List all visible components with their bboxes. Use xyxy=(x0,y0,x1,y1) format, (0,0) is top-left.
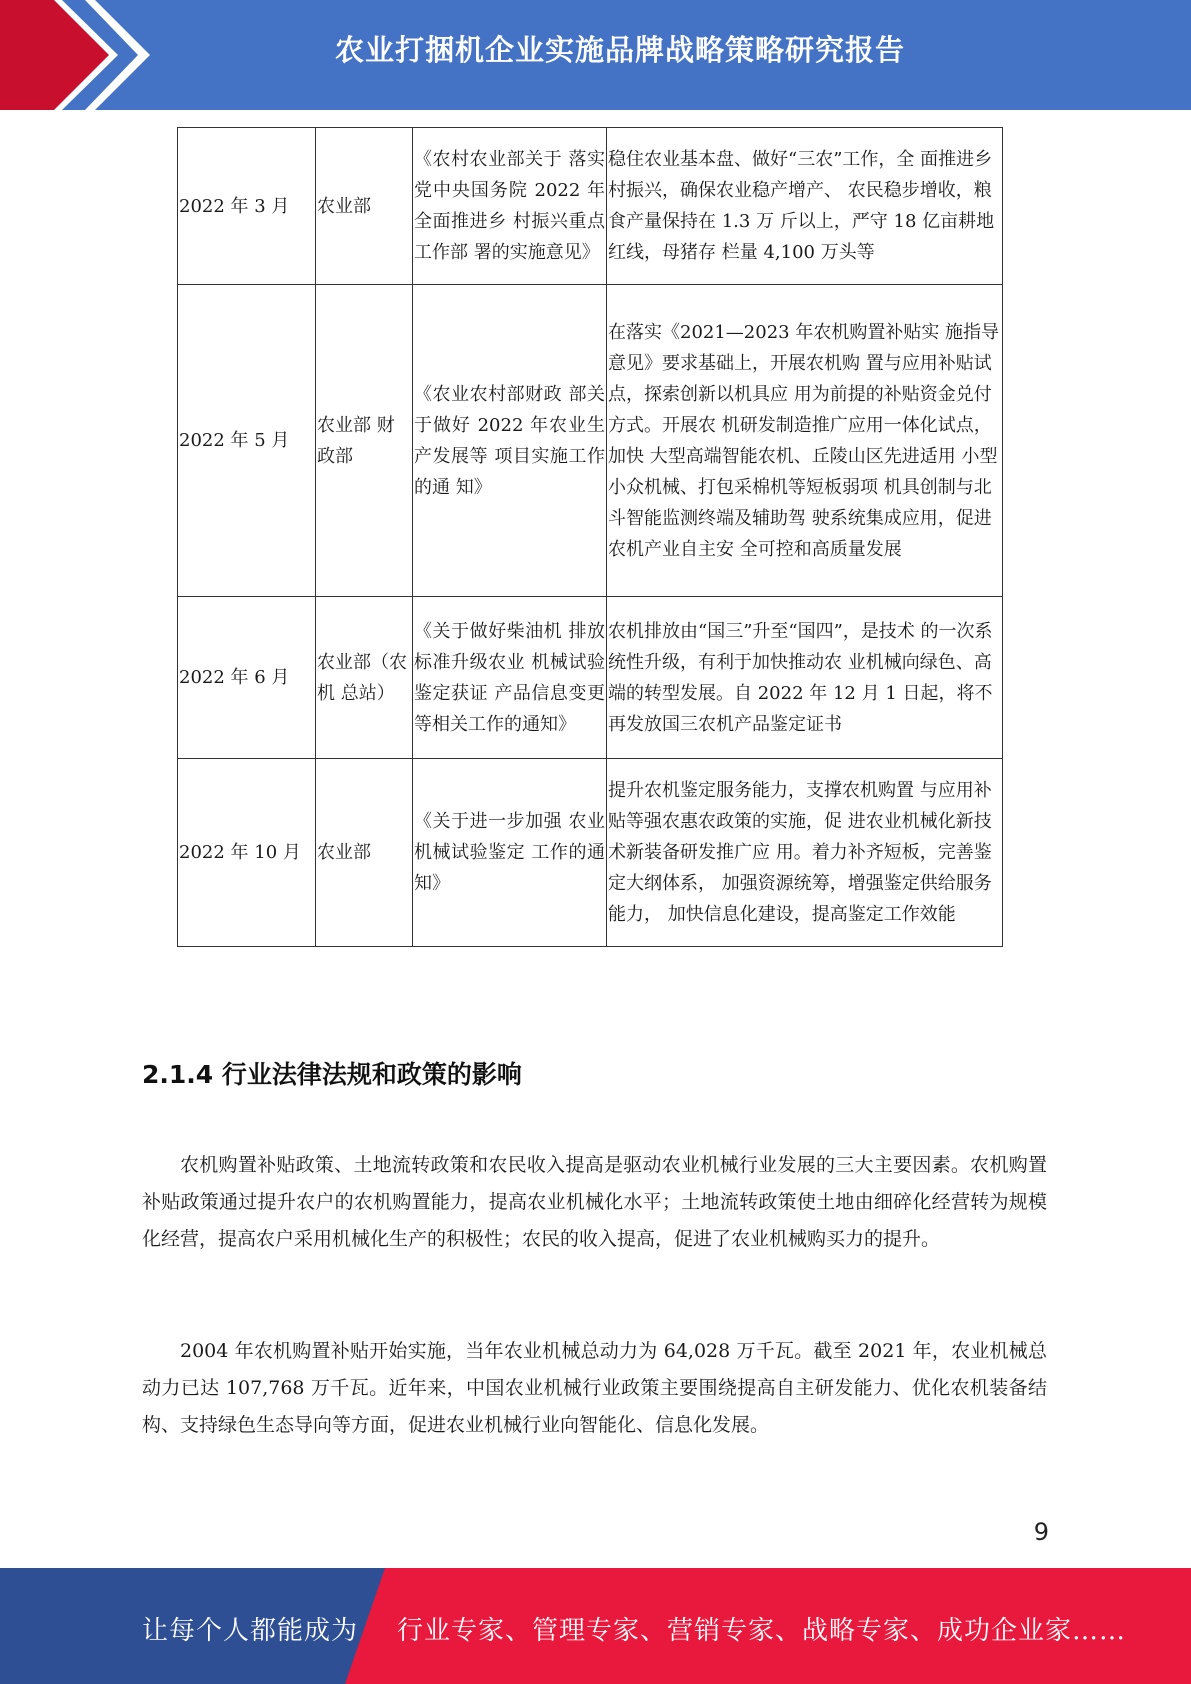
policy-content: 稳住农业基本盘、做好“三农”工作，全 面推进乡村振兴，确保农业稳产增产、 农民稳步增收，粮食产量保持在 1.3 万 斤以上，严守 18 亿亩耕地红线，母猪存 栏量 4,100 万头等 xyxy=(607,128,1003,285)
report-title: 农业打捆机企业实施品牌战略策略研究报告 xyxy=(334,33,905,67)
policy-content: 提升农机鉴定服务能力，支撑农机购置 与应用补贴等强农惠农政策的实施，促 进农业机械化新技术新装备研发推广应 用。着力补齐短板，完善鉴定大纲体系， 加强资源统筹，增强鉴定供给服务能力， 加快信息化建设，提高鉴定工作效能 xyxy=(607,759,1003,947)
policy-content: 在落实《2021—2023 年农机购置补贴实 施指导意见》要求基础上，开展农机购 置与应用补贴试点，探索创新以机具应 用为前提的补贴资金兑付方式。开展农 机研发制造推广应用一体化试点，加快 大型高端智能农机、丘陵山区先进适用 小型小众机械、打包采棉机等短板弱项 机具创制与北斗智能监测终端及辅助驾 驶系统集成应用，促进农机产业自主安 全可控和高质量发展 xyxy=(607,285,1003,597)
body-paragraph: 农机购置补贴政策、土地流转政策和农民收入提高是驱动农业机械行业发展的三大主要因素。农机购置补贴政策通过提升农户的农机购置能力，提高农业机械化水平；土地流转政策使土地由细碎化经营转为规模化经营，提高农户采用机械化生产的积极性；农民的收入提高，促进了农业机械购买力的提升。 xyxy=(142,1154,1047,1250)
body-paragraph: 2004 年农机购置补贴开始实施，当年农业机械总动力为 64,028 万千瓦。截至 2021 年，农业机械总动力已达 107,768 万千瓦。近年来，中国农业机械行业政策主要围绕提高自主研发能力、优化农机装备结构、支持绿色生态导向等方面，促进农业机械行业向智能化、信息化发展。 xyxy=(142,1340,1047,1436)
policy-table xyxy=(177,127,1003,947)
policy-content: 农机排放由“国三”升至“国四”，是技术 的一次系统性升级，有利于加快推动农 业机械向绿色、高端的转型发展。自 2022 年 12 月 1 日起，将不再发放国三农机产品鉴定证书 xyxy=(607,597,1003,759)
policy-date: 2022 年 5 月 xyxy=(178,285,316,597)
page-footer xyxy=(0,1568,1191,1684)
page-number: 9 xyxy=(1033,1518,1049,1546)
table-row xyxy=(178,285,1003,597)
footer-slogan-left: 让每个人都能成为 xyxy=(142,1616,359,1646)
header-red-arrow xyxy=(0,0,150,110)
policy-document: 《关于做好柴油机 排放标准升级农业 机械试验鉴定获证 产品信息变更等相关工作的通知》 xyxy=(413,597,607,759)
policy-department: 农业部 财政部 xyxy=(316,285,413,597)
page-header xyxy=(0,0,1191,110)
section-heading: 2.1.4 行业法律法规和政策的影响 xyxy=(142,1060,522,1089)
policy-date: 2022 年 10 月 xyxy=(178,759,316,947)
table-row xyxy=(178,759,1003,947)
policy-document: 《农业农村部财政 部关于做好 2022 年农业生产发展等 项目实施工作的通 知》 xyxy=(413,285,607,597)
policy-department: 农业部 xyxy=(316,128,413,285)
policy-department: 农业部（农机 总站） xyxy=(316,597,413,759)
policy-department: 农业部 xyxy=(316,759,413,947)
policy-document: 《农村农业部关于 落实党中央国务院 2022 年全面推进乡 村振兴重点工作部 署的实施意见》 xyxy=(413,128,607,285)
policy-date: 2022 年 3 月 xyxy=(178,128,316,285)
policy-date: 2022 年 6 月 xyxy=(178,597,316,759)
footer-slogan-right: 行业专家、管理专家、营销专家、战略专家、成功企业家…… xyxy=(397,1616,1127,1646)
policy-document: 《关于进一步加强 农业机械试验鉴定 工作的通知》 xyxy=(413,759,607,947)
table-row xyxy=(178,128,1003,285)
table-row xyxy=(178,597,1003,759)
